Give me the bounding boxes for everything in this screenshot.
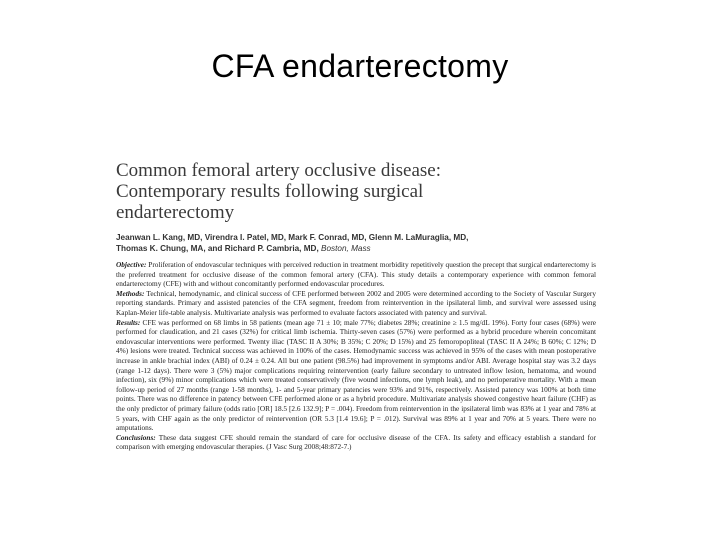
paper-title-line: Common femoral artery occlusive disease: [116, 160, 442, 181]
objective-text: Proliferation of endovascular techniques with perceived reduction in treatment morbidity repetitively question the precept that surgical endarterectomy is the preferred treatment for occlusive disease of the common femoral artery (CFA). This study details a contemporary experience with common femoral endarterectomy (CFE) with and without concomitantly performed endovascular procedures. [116, 260, 596, 289]
paper-title-line: Contemporary results following surgical [116, 181, 424, 202]
abstract-results [116, 318, 596, 433]
paper-title [116, 160, 596, 223]
results-label: Results: [116, 317, 141, 327]
paper-authors [116, 233, 596, 254]
objective-label: Objective: [116, 260, 147, 269]
conclusions-label: Conclusions: [116, 432, 156, 442]
paper-abstract [116, 260, 596, 452]
methods-text: Technical, hemodynamic, and clinical success of CFE performed between 2002 and 2005 were determined according to the Society of Vascular Surgery reporting standards. Primary and assisted patencies of the CFA segment, freedom from reintervention in the ipsilateral limb, and survival were assessed using Kaplan-Meier life-table analysis. Multivariate analysis was performed to evaluate factors associated with patency and survival. [116, 288, 596, 317]
methods-label: Methods: [116, 288, 145, 298]
authors-location: Boston, Mass [321, 243, 371, 253]
abstract-conclusions [116, 433, 596, 452]
authors-line [116, 244, 596, 255]
slide-title: CFA endarterectomy [211, 48, 509, 84]
paper-title-line: endarterectomy [116, 202, 235, 223]
conclusions-text: These data suggest CFE should remain the standard of care for occlusive disease of the CFA. Its safety and efficacy establish a standard for comparison with emerging endovascular therapies. (J Vasc Surg 2008;48:872-7.) [116, 432, 596, 452]
paper-excerpt [116, 160, 596, 532]
authors-line: Jeanwan L. Kang, MD, Virendra I. Patel, MD, Mark F. Conrad, MD, Glenn M. LaMuraglia, MD, [116, 233, 469, 242]
authors-names: Thomas K. Chung, MA, and Richard P. Cambria, MD, [116, 243, 319, 253]
abstract-methods [116, 289, 596, 318]
abstract-objective [116, 260, 596, 289]
results-text: CFE was performed on 68 limbs in 58 patients (mean age 71 ± 10; male 77%; diabetes 28%; creatinine ≥ 1.5 mg/dL 19%). Forty four cases (68%) were performed for claudication, and 21 cases (32%) for critical limb ischemia. Thirty-seven cases (57%) were performed as a hybrid procedure wherein concomitant endovascular interventions were performed. Twenty iliac (TASC II A 30%; B 35%; C 20%; D 15%) and 25 femoropopliteal (TASC II A 24%; B 60%; C 12%; D 4%) lesions were treated. Technical success was achieved in 100% of the cases. Hemodynamic success was achieved in 95% of the cases with mean postoperative increase in ankle brachial index (ABI) of 0.24 ± 0.24. All but one patient (98.5%) had improvement in symptoms and/or ABI. Average hospital stay was 3.2 days (range 1-12 days). There were 3 (5%) major complications requiring reintervention (early failure secondary to untreated inflow lesion, hematoma, and wound infection), six (9%) minor complications which were treated conservatively (five wound infections, one lymph leak), and no perioperative mortality. With a mean follow-up period of 27 months (range 1-58 months), 1- and 5-year primary patencies were 93% and 91%, respectively. Assisted patency was 100% at both time points. There was no difference in patency between CFE performed alone or as a hybrid procedure. Multivariate analysis showed congestive heart failure (CHF) as the only predictor of primary failure (odds ratio [OR] 18.5 [2.6 132.9]; P = .004). Freedom from reintervention in the ipsilateral limb was 83% at 1 year and 78% at 5 years, with CHF again as the only predictor of reintervention (OR 5.3 [1.4 19.6]; P = .012). Survival was 89% at 1 year and 70% at 5 years. There were no amputations. [116, 317, 596, 433]
